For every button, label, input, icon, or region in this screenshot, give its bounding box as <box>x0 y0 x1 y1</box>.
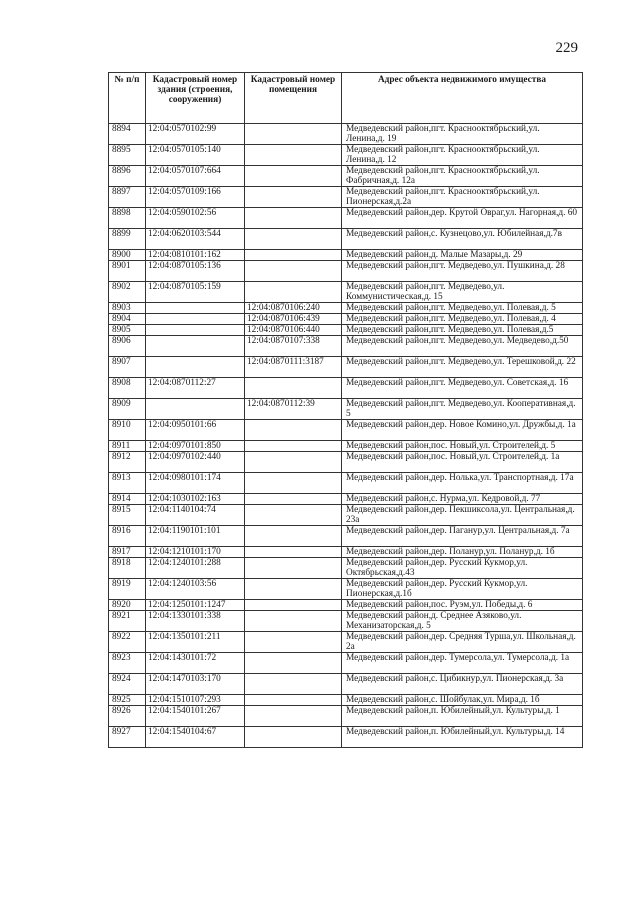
property-address: Медведевский район,д. Среднее Азяково,ул. Механизаторская,д. 5 <box>342 611 583 632</box>
premises-cadastral-number <box>245 208 342 229</box>
building-cadastral-number: 12:04:0870112:27 <box>146 378 245 399</box>
building-cadastral-number: 12:04:1540104:67 <box>146 727 245 748</box>
property-address: Медведевский район,дер. Средняя Турша,ул. Школьная,д. 2а <box>342 632 583 653</box>
building-cadastral-number: 12:04:0570102:99 <box>146 124 245 145</box>
table-row <box>109 653 583 674</box>
header-premises-cadastral: Кадастровый номер помещения <box>245 73 342 124</box>
premises-cadastral-number <box>245 441 342 452</box>
property-address: Медведевский район,пгт. Медведево,ул. Кооперативная,д. 5 <box>342 399 583 420</box>
property-address: Медведевский район,дер. Русский Кукмор,ул. Пионерская,д.1б <box>342 579 583 600</box>
table-row <box>109 145 583 166</box>
table-row <box>109 558 583 579</box>
row-number: 8906 <box>109 336 146 357</box>
premises-cadastral-number <box>245 611 342 632</box>
building-cadastral-number: 12:04:1210101:170 <box>146 547 245 558</box>
building-cadastral-number: 12:04:1470103:170 <box>146 674 245 695</box>
row-number: 8910 <box>109 420 146 441</box>
building-cadastral-number: 12:04:0620103:544 <box>146 229 245 250</box>
row-number: 8894 <box>109 124 146 145</box>
table-row <box>109 695 583 706</box>
table-row <box>109 611 583 632</box>
premises-cadastral-number <box>245 727 342 748</box>
row-number: 8895 <box>109 145 146 166</box>
property-address: Медведевский район,д. Малые Мазары,д. 29 <box>342 250 583 261</box>
row-number: 8899 <box>109 229 146 250</box>
table-row <box>109 325 583 336</box>
page-number: 229 <box>555 40 578 56</box>
row-number: 8918 <box>109 558 146 579</box>
property-address: Медведевский район,пгт. Медведево,ул. Коммунистическая,д. 15 <box>342 282 583 303</box>
building-cadastral-number: 12:04:0590102:56 <box>146 208 245 229</box>
building-cadastral-number <box>146 399 245 420</box>
premises-cadastral-number <box>245 145 342 166</box>
building-cadastral-number <box>146 357 245 378</box>
property-address: Медведевский район,пгт. Краснооктябрьский,ул. Ленина,д. 12 <box>342 145 583 166</box>
property-address: Медведевский район,пгт. Краснооктябрьский,ул. Пионерская,д.2а <box>342 187 583 208</box>
premises-cadastral-number <box>245 187 342 208</box>
premises-cadastral-number <box>245 526 342 547</box>
table-row <box>109 378 583 399</box>
building-cadastral-number: 12:04:0570107:664 <box>146 166 245 187</box>
property-address: Медведевский район,пгт. Медведево,ул. Советская,д. 16 <box>342 378 583 399</box>
property-address: Медведевский район,с. Нурма,ул. Кедровой,д. 77 <box>342 494 583 505</box>
premises-cadastral-number <box>245 282 342 303</box>
row-number: 8900 <box>109 250 146 261</box>
building-cadastral-number: 12:04:1190101:101 <box>146 526 245 547</box>
table-row <box>109 208 583 229</box>
premises-cadastral-number: 12:04:0870112:39 <box>245 399 342 420</box>
premises-cadastral-number: 12:04:0870106:440 <box>245 325 342 336</box>
header-building-cadastral: Кадастровый номер здания (строения, сооружения) <box>146 73 245 124</box>
building-cadastral-number <box>146 336 245 357</box>
table-row <box>109 473 583 494</box>
property-address: Медведевский район,с. Цибикнур,ул. Пионерская,д. 3а <box>342 674 583 695</box>
table-row <box>109 399 583 420</box>
property-address: Медведевский район,пгт. Медведево,ул. Полевая,д.5 <box>342 325 583 336</box>
row-number: 8925 <box>109 695 146 706</box>
row-number: 8908 <box>109 378 146 399</box>
table-row <box>109 314 583 325</box>
building-cadastral-number: 12:04:0870105:136 <box>146 261 245 282</box>
row-number: 8912 <box>109 452 146 473</box>
row-number: 8923 <box>109 653 146 674</box>
premises-cadastral-number <box>245 695 342 706</box>
row-number: 8907 <box>109 357 146 378</box>
property-address: Медведевский район,дер. Пекшиксола,ул. Центральная,д. 23а <box>342 505 583 526</box>
building-cadastral-number: 12:04:0950101:66 <box>146 420 245 441</box>
row-number: 8896 <box>109 166 146 187</box>
table-row <box>109 303 583 314</box>
table-row <box>109 420 583 441</box>
row-number: 8914 <box>109 494 146 505</box>
property-address: Медведевский район,с. Кузнецово,ул. Юбилейная,д.7в <box>342 229 583 250</box>
row-number: 8916 <box>109 526 146 547</box>
table-row <box>109 250 583 261</box>
premises-cadastral-number: 12:04:0870107:338 <box>245 336 342 357</box>
property-address: Медведевский район,пгт. Медведево,ул. Полевая,д. 5 <box>342 303 583 314</box>
row-number: 8922 <box>109 632 146 653</box>
premises-cadastral-number: 12:04:0870106:439 <box>245 314 342 325</box>
property-address: Медведевский район,дер. Нолька,ул. Транспортная,д. 17а <box>342 473 583 494</box>
row-number: 8915 <box>109 505 146 526</box>
building-cadastral-number: 12:04:1540101:267 <box>146 706 245 727</box>
row-number: 8909 <box>109 399 146 420</box>
building-cadastral-number: 12:04:0570105:140 <box>146 145 245 166</box>
property-address: Медведевский район,пгт. Краснооктябрьский,ул. Фабричная,д. 12а <box>342 166 583 187</box>
building-cadastral-number: 12:04:1030102:163 <box>146 494 245 505</box>
premises-cadastral-number <box>245 558 342 579</box>
row-number: 8921 <box>109 611 146 632</box>
premises-cadastral-number <box>245 632 342 653</box>
premises-cadastral-number <box>245 229 342 250</box>
row-number: 8924 <box>109 674 146 695</box>
property-address: Медведевский район,дер. Поланур,ул. Поланур,д. 1б <box>342 547 583 558</box>
building-cadastral-number <box>146 303 245 314</box>
property-address: Медведевский район,дер. Тумерсола,ул. Тумерсола,д. 1а <box>342 653 583 674</box>
property-address: Медведевский район,дер. Русский Кукмор,ул. Октябрьская,д.43 <box>342 558 583 579</box>
table-row <box>109 505 583 526</box>
table-row <box>109 166 583 187</box>
property-address: Медведевский район,п. Юбилейный,ул. Культуры,д. 1 <box>342 706 583 727</box>
premises-cadastral-number <box>245 420 342 441</box>
row-number: 8927 <box>109 727 146 748</box>
table-row <box>109 727 583 748</box>
building-cadastral-number <box>146 325 245 336</box>
table-row <box>109 632 583 653</box>
premises-cadastral-number: 12:04:0870111:3187 <box>245 357 342 378</box>
building-cadastral-number: 12:04:1250101:1247 <box>146 600 245 611</box>
property-address: Медведевский район,пгт. Медведево,ул. Терешковой,д. 22 <box>342 357 583 378</box>
table-row <box>109 261 583 282</box>
row-number: 8905 <box>109 325 146 336</box>
property-address: Медведевский район,пос. Новый,ул. Строителей,д. 5 <box>342 441 583 452</box>
property-address: Медведевский район,пгт. Медведево,ул. Пушкина,д. 28 <box>342 261 583 282</box>
table-row <box>109 600 583 611</box>
table-row <box>109 229 583 250</box>
building-cadastral-number: 12:04:1240101:288 <box>146 558 245 579</box>
building-cadastral-number: 12:04:0970101:850 <box>146 441 245 452</box>
row-number: 8917 <box>109 547 146 558</box>
property-address: Медведевский район,дер. Крутой Овраг,ул. Нагорная,д. 60 <box>342 208 583 229</box>
building-cadastral-number: 12:04:0970102:440 <box>146 452 245 473</box>
premises-cadastral-number <box>245 494 342 505</box>
premises-cadastral-number <box>245 579 342 600</box>
property-address: Медведевский район,пгт. Медведево,ул. Медведево,д.50 <box>342 336 583 357</box>
premises-cadastral-number <box>245 250 342 261</box>
building-cadastral-number: 12:04:1140104:74 <box>146 505 245 526</box>
table-row <box>109 706 583 727</box>
table-row <box>109 579 583 600</box>
building-cadastral-number: 12:04:0980101:174 <box>146 473 245 494</box>
row-number: 8902 <box>109 282 146 303</box>
row-number: 8903 <box>109 303 146 314</box>
table-row <box>109 357 583 378</box>
table-row <box>109 452 583 473</box>
table-row <box>109 441 583 452</box>
property-address: Медведевский район,пос. Новый,ул. Строителей,д. 1а <box>342 452 583 473</box>
premises-cadastral-number <box>245 600 342 611</box>
row-number: 8913 <box>109 473 146 494</box>
premises-cadastral-number <box>245 378 342 399</box>
table-row <box>109 674 583 695</box>
building-cadastral-number: 12:04:1430101:72 <box>146 653 245 674</box>
row-number: 8904 <box>109 314 146 325</box>
premises-cadastral-number <box>245 653 342 674</box>
property-address: Медведевский район,пгт. Медведево,ул. Полевая,д. 4 <box>342 314 583 325</box>
building-cadastral-number: 12:04:1240103:56 <box>146 579 245 600</box>
premises-cadastral-number: 12:04:0870106:240 <box>245 303 342 314</box>
table-header-row <box>109 73 583 124</box>
property-address: Медведевский район,с. Шойбулак,ул. Мира,д. 1б <box>342 695 583 706</box>
premises-cadastral-number <box>245 261 342 282</box>
table-row <box>109 494 583 505</box>
row-number: 8920 <box>109 600 146 611</box>
header-address: Адрес объекта недвижимого имущества <box>342 73 583 124</box>
building-cadastral-number: 12:04:0870105:159 <box>146 282 245 303</box>
property-address: Медведевский район,пгт. Краснооктябрьский,ул. Ленина,д. 19 <box>342 124 583 145</box>
property-address: Медведевский район,дер. Новое Комино,ул. Дружбы,д. 1а <box>342 420 583 441</box>
premises-cadastral-number <box>245 505 342 526</box>
building-cadastral-number <box>146 314 245 325</box>
building-cadastral-number: 12:04:1330101:338 <box>146 611 245 632</box>
premises-cadastral-number <box>245 473 342 494</box>
property-registry-table <box>108 72 583 748</box>
building-cadastral-number: 12:04:0570109:166 <box>146 187 245 208</box>
property-address: Медведевский район,п. Юбилейный,ул. Культуры,д. 14 <box>342 727 583 748</box>
premises-cadastral-number <box>245 547 342 558</box>
row-number: 8901 <box>109 261 146 282</box>
table-row <box>109 282 583 303</box>
table-row <box>109 547 583 558</box>
property-address: Медведевский район,дер. Паганур,ул. Центральная,д. 7а <box>342 526 583 547</box>
table-row <box>109 526 583 547</box>
premises-cadastral-number <box>245 674 342 695</box>
premises-cadastral-number <box>245 124 342 145</box>
building-cadastral-number: 12:04:1350101:211 <box>146 632 245 653</box>
row-number: 8897 <box>109 187 146 208</box>
row-number: 8926 <box>109 706 146 727</box>
row-number: 8919 <box>109 579 146 600</box>
property-address: Медведевский район,пос. Руэм,ул. Победы,д. 6 <box>342 600 583 611</box>
building-cadastral-number: 12:04:1510107:293 <box>146 695 245 706</box>
row-number: 8898 <box>109 208 146 229</box>
table-row <box>109 124 583 145</box>
row-number: 8911 <box>109 441 146 452</box>
premises-cadastral-number <box>245 706 342 727</box>
table-body <box>109 124 583 748</box>
table-row <box>109 187 583 208</box>
premises-cadastral-number <box>245 166 342 187</box>
table-row <box>109 336 583 357</box>
premises-cadastral-number <box>245 452 342 473</box>
building-cadastral-number: 12:04:0810101:162 <box>146 250 245 261</box>
header-number: № п/п <box>109 73 146 124</box>
